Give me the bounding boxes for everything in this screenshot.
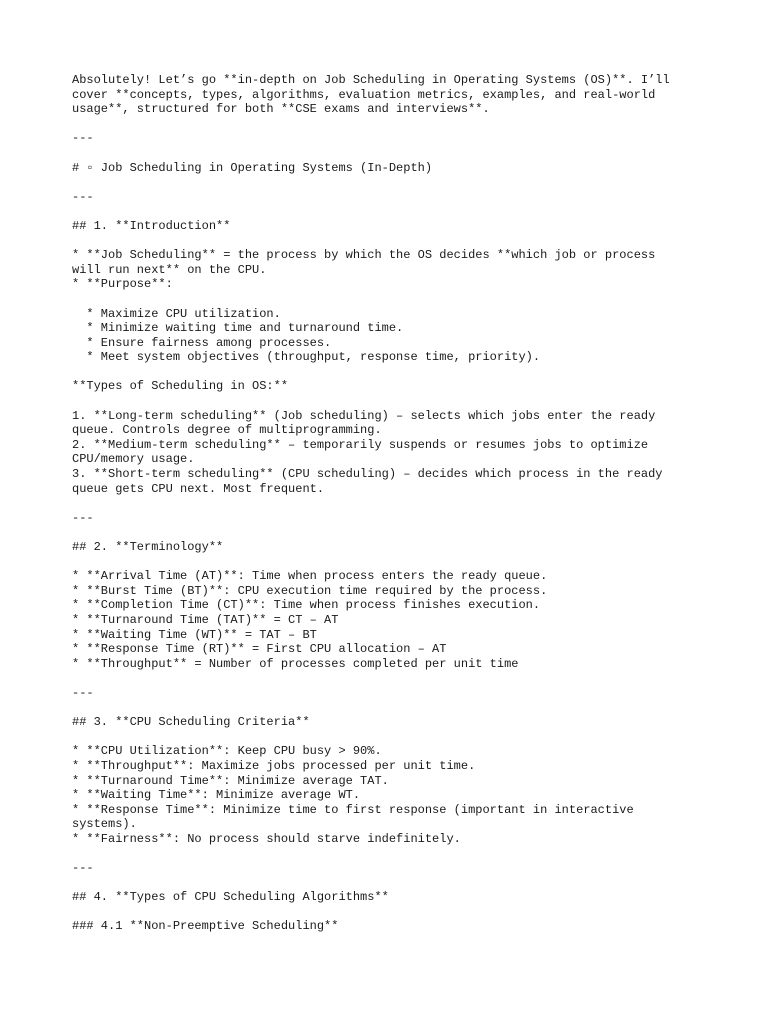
text-line: * Meet system objectives (throughput, response time, priority). — [72, 350, 541, 365]
blank-line — [72, 730, 732, 745]
text-line: CPU/memory usage. — [72, 452, 195, 467]
text-line: * **Burst Time (BT)**: CPU execution time required by the process. — [72, 583, 548, 598]
blank-line — [72, 146, 732, 161]
text-line: * **Throughput** = Number of processes completed per unit time — [72, 656, 519, 671]
text-line: * **Response Time (RT)** = First CPU allocation – AT — [72, 642, 447, 657]
text-line: * Maximize CPU utilization. — [72, 306, 281, 321]
text-line: * Ensure fairness among processes. — [72, 335, 332, 350]
text-line: 3. **Short-term scheduling** (CPU scheduling) – decides which process in the ready — [72, 467, 663, 482]
text-line: ## 2. **Terminology** — [72, 540, 224, 554]
text-line: --- — [72, 510, 94, 525]
text-line: Absolutely! Let’s go **in-depth on Job Scheduling in Operating Systems (OS)**. I’ll — [72, 73, 670, 87]
blank-line — [72, 671, 732, 686]
blank-line — [72, 365, 732, 380]
text-line: * **Turnaround Time**: Minimize average TAT. — [72, 773, 389, 788]
text-line: * Minimize waiting time and turnaround time. — [72, 321, 404, 336]
text-line: **Types of Scheduling in OS:** — [72, 379, 289, 394]
blank-line — [72, 234, 732, 249]
text-line: queue. Controls degree of multiprogramming. — [72, 423, 382, 438]
blank-line — [72, 555, 732, 570]
text-line: 2. **Medium-term scheduling** – temporarily suspends or resumes jobs to optimize — [72, 437, 649, 452]
text-line: systems). — [72, 817, 137, 832]
text-line: * **Purpose**: — [72, 277, 173, 292]
blank-line — [72, 394, 732, 409]
text-line: * **Response Time**: Minimize time to first response (important in interactive — [72, 802, 634, 817]
text-line: * **CPU Utilization**: Keep CPU busy > 90%. — [72, 744, 382, 759]
text-line: 1. **Long-term scheduling** (Job scheduling) – selects which jobs enter the ready — [72, 408, 656, 423]
text-line: cover **concepts, types, algorithms, evaluation metrics, examples, and real-world — [72, 87, 656, 102]
text-line: ## 3. **CPU Scheduling Criteria** — [72, 715, 310, 730]
text-line: * **Turnaround Time (TAT)** = CT – AT — [72, 612, 339, 627]
blank-line — [72, 905, 732, 920]
text-line: --- — [72, 861, 94, 876]
text-line: will run next** on the CPU. — [72, 262, 267, 277]
text-line: * **Waiting Time**: Minimize average WT. — [72, 788, 361, 803]
text-line: --- — [72, 131, 94, 146]
text-line: * **Waiting Time (WT)** = TAT – BT — [72, 627, 317, 642]
document-body — [72, 73, 732, 934]
text-line: --- — [72, 685, 94, 700]
blank-line — [72, 701, 732, 716]
text-line: * **Fairness**: No process should starve indefinitely. — [72, 831, 461, 846]
text-line: usage**, structured for both **CSE exams and interviews**. — [72, 102, 490, 117]
blank-line — [72, 292, 732, 307]
text-line: queue gets CPU next. Most frequent. — [72, 481, 325, 496]
text-line: # ▫ Job Scheduling in Operating Systems (In-Depth) — [72, 160, 433, 175]
blank-line — [72, 175, 732, 190]
text-line: --- — [72, 189, 94, 204]
text-line: * **Job Scheduling** = the process by which the OS decides **which job or process — [72, 248, 656, 263]
blank-line — [72, 846, 732, 861]
blank-line — [72, 496, 732, 511]
text-line: * **Completion Time (CT)**: Time when process finishes execution. — [72, 598, 541, 613]
blank-line — [72, 525, 732, 540]
text-line: ## 4. **Types of CPU Scheduling Algorithms** — [72, 890, 389, 905]
blank-line — [72, 117, 732, 132]
blank-line — [72, 204, 732, 219]
text-line: * **Arrival Time (AT)**: Time when process enters the ready queue. — [72, 569, 548, 584]
text-line: ### 4.1 **Non-Preemptive Scheduling** — [72, 919, 339, 934]
blank-line — [72, 876, 732, 891]
text-line: ## 1. **Introduction** — [72, 218, 231, 233]
text-line: * **Throughput**: Maximize jobs processed per unit time. — [72, 758, 476, 773]
